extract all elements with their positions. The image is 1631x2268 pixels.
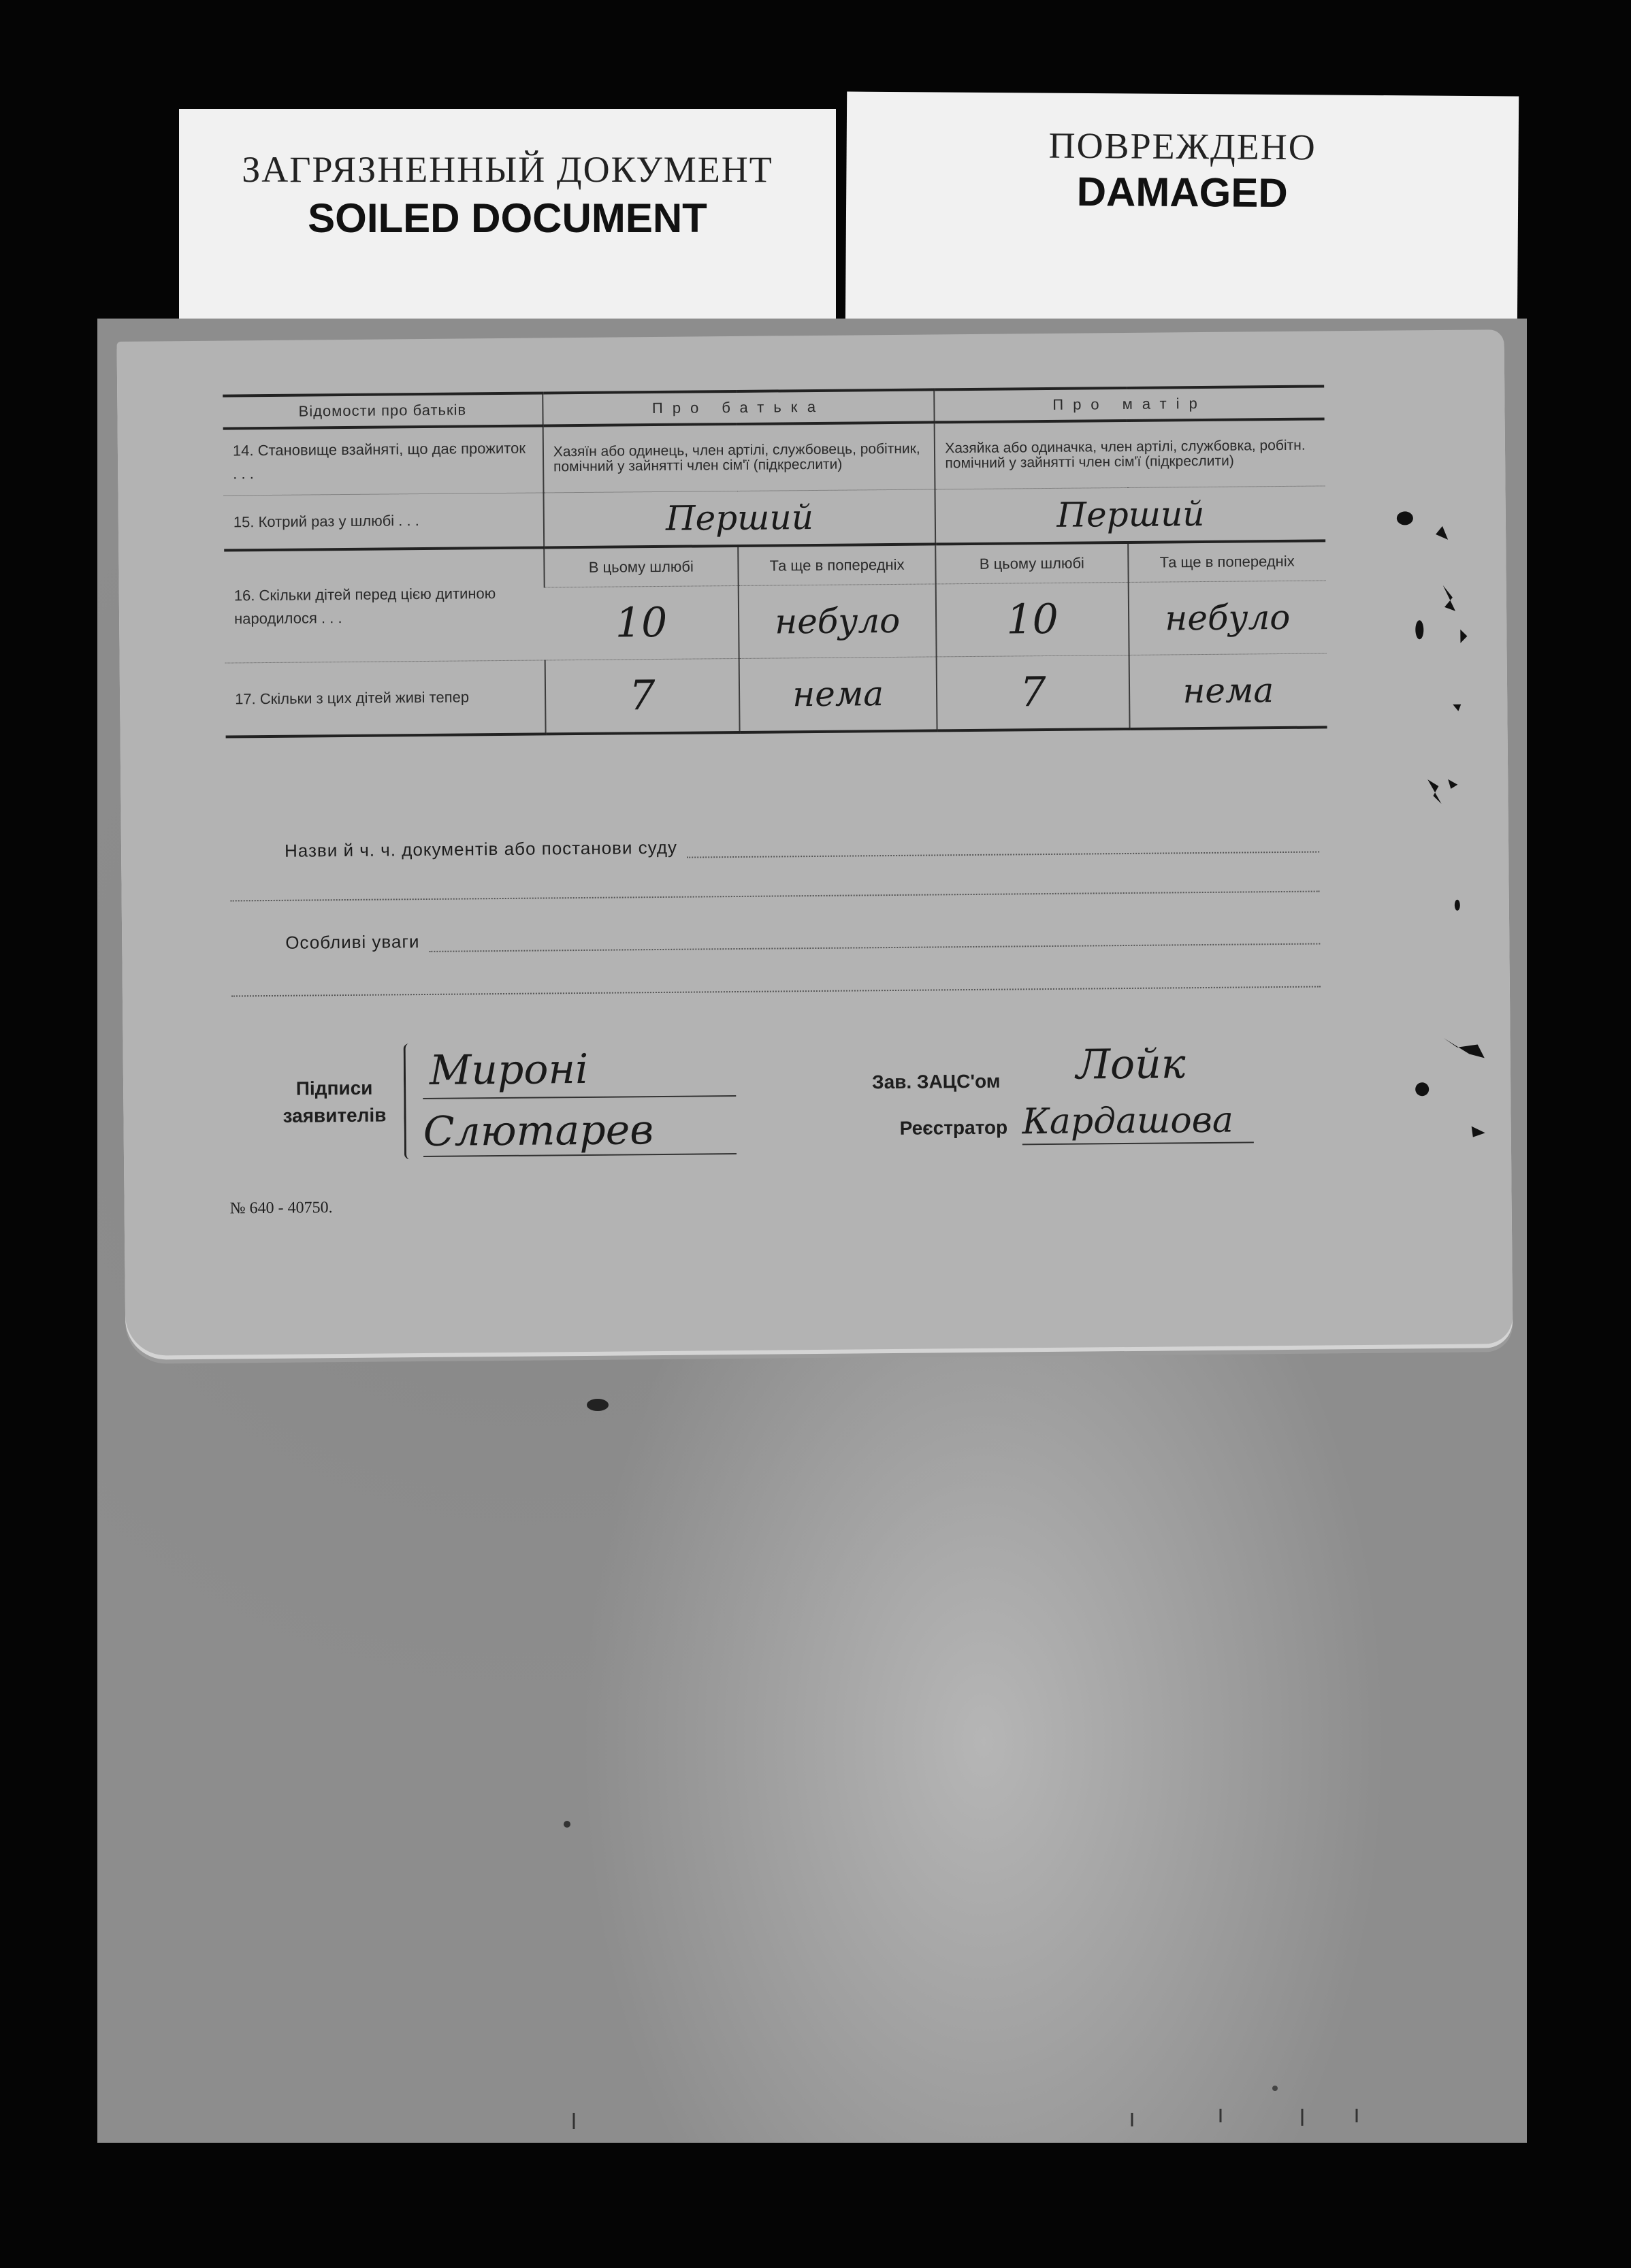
soiled-label-en: SOILED DOCUMENT (308, 195, 707, 241)
edge-damage (1370, 466, 1513, 1284)
q17-label: 17. Скільки з цих дітей живі тепер (225, 660, 546, 737)
header-father: Про батька (543, 389, 935, 425)
applicants-label: Підписи заявителів (282, 1077, 387, 1127)
applicant-1-signature: Мироні (429, 1045, 589, 1095)
registrar-signature: Кардашова (1022, 1099, 1234, 1143)
registration-form-sheet (117, 329, 1513, 1356)
documents-label: Назви й ч. ч. документів або постанови суду (284, 837, 678, 861)
subheader-father-this: В цьому шлюбі (544, 546, 738, 587)
applicant-1-line (423, 1095, 736, 1099)
q15-label: 15. Котрий раз у шлюбі . . . (224, 493, 545, 551)
q17-father-this: 7 (629, 672, 656, 720)
applicants-bracket (404, 1043, 415, 1159)
q16-father-prev: небуло (775, 600, 901, 642)
soiled-label-ru: ЗАГРЯЗНЕННЫЙ ДОКУМЕНТ (242, 149, 773, 190)
damaged-label-en: DAMAGED (1076, 168, 1288, 216)
head-label: Зав. ЗАЦС'ом (871, 1070, 1001, 1093)
notes-label: Особливі уваги (285, 931, 420, 953)
applicant-2-signature: Слютарев (423, 1106, 654, 1156)
documents-line (687, 838, 1319, 858)
notes-line (429, 930, 1320, 952)
subheader-mother-this: В цьому шлюбі (936, 542, 1129, 584)
subheader-mother-previous: Та ще в попередніх (1128, 540, 1326, 582)
q14-mother-options: Хазяйка або одиначка, член артілі, службовка, робітн. помічний у зайнятті член сім'ї (підкреслити) (935, 419, 1325, 489)
q17-mother-this: 7 (1020, 668, 1046, 717)
q16-mother-prev: небуло (1165, 597, 1291, 638)
damaged-label-ru: ПОВРЕЖДЕНО (1048, 125, 1317, 168)
q17-mother-prev: нема (1182, 670, 1274, 711)
q17-father-prev: нема (792, 674, 884, 715)
head-signature: Лойк (1076, 1040, 1186, 1089)
registrar-line (1022, 1141, 1254, 1145)
header-parents-info: Відомости про батьків (223, 393, 543, 428)
damaged-document-label (845, 92, 1519, 336)
q15-mother-answer: Перший (1056, 493, 1205, 535)
subheader-father-previous: Та ще в попередніх (738, 544, 936, 585)
q16-mother-this: 10 (1006, 595, 1059, 644)
q16-father-this: 10 (615, 598, 668, 647)
header-mother: Про матір (935, 386, 1325, 422)
q16-label: 16. Скільки дітей перед цією дитиною народилося . . . (224, 547, 545, 663)
registrar-label: Реєстратор (899, 1116, 1008, 1139)
q14-father-options: Хазяїн або одинець, член артілі, службовець, робітник, помічний у зайнятті член сім'ї (підкреслити) (543, 422, 935, 493)
parents-info-table (223, 385, 1327, 738)
notes-line-2 (231, 986, 1321, 997)
soiled-document-label (179, 109, 836, 334)
q14-label: 14. Становище взайняті, що дає прожиток . . . (223, 425, 544, 496)
q15-father-answer: Перший (665, 498, 814, 538)
form-number: № 640 - 40750. (229, 1199, 333, 1218)
documents-line-2 (231, 891, 1320, 902)
